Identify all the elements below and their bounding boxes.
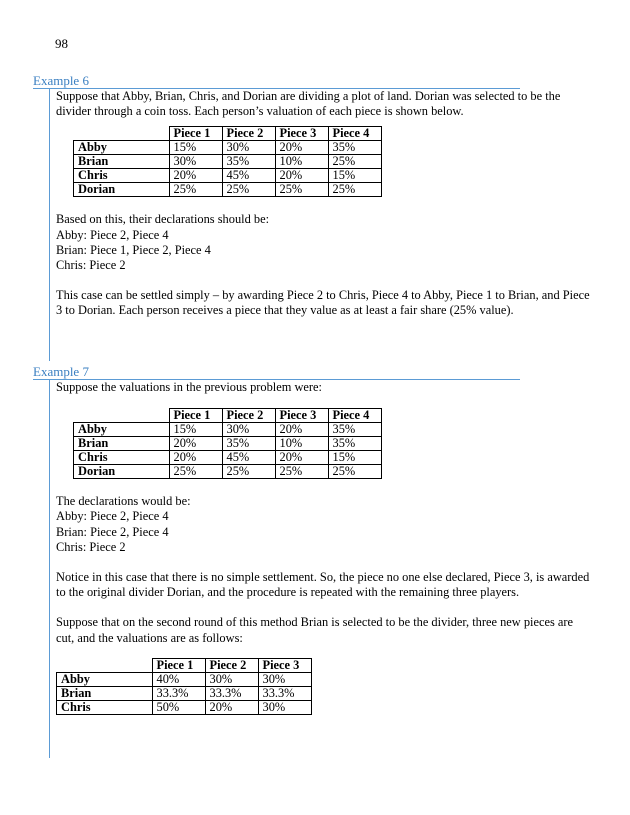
table-header-row [74,127,382,141]
table-cell: 35% [328,437,381,451]
table-cell: 30% [258,672,311,686]
table-cell: 20% [169,451,222,465]
table-header-row [74,409,382,423]
table-row [74,155,382,169]
table-header-cell: Piece 1 [152,658,205,672]
table-cell: 45% [222,169,275,183]
table-row [74,451,382,465]
example-7-intro: Suppose the valuations in the previous problem were: [56,380,322,394]
declaration-line: Brian: Piece 2, Piece 4 [56,524,169,539]
table-row [74,423,382,437]
table-cell: 25% [169,465,222,479]
table-cell: 25% [169,183,222,197]
table-header-cell: Piece 3 [275,409,328,423]
example-7-second-round: Suppose that on the second round of this method Brian is selected to be the divider, three new pieces are cut, and the valuations are as follows: [56,615,574,645]
table-cell: 15% [169,423,222,437]
table-cell: 20% [275,451,328,465]
example-7-second-table [56,658,312,715]
table-cell: 15% [328,169,381,183]
example-7-notice: Notice in this case that there is no simple settlement. So, the piece no one else declared, Piece 3, is awarded to the original divider Dorian, and the procedure is repeated with the remaining three players. [56,570,590,600]
table-header-cell: Piece 3 [258,658,311,672]
table-row [74,169,382,183]
table-row [57,700,312,714]
declaration-line: Abby: Piece 2, Piece 4 [56,227,169,242]
example-7-title: Example 7 [33,364,89,379]
table-row-head: Dorian [74,465,170,479]
table-cell: 20% [169,169,222,183]
table-cell: 25% [222,465,275,479]
table-row-head: Abby [74,423,170,437]
table-header-cell: Piece 1 [169,127,222,141]
table-cell: 35% [222,437,275,451]
table-cell: 20% [205,700,258,714]
table-row [57,672,312,686]
table-header-row [57,658,312,672]
table-cell: 45% [222,451,275,465]
table-row-head: Chris [57,700,153,714]
table-cell: 50% [152,700,205,714]
table-corner [57,658,153,672]
table-cell: 10% [275,155,328,169]
table-row [74,465,382,479]
table-cell: 30% [222,423,275,437]
table-cell: 20% [169,437,222,451]
example-7-declarations-intro: The declarations would be: [56,494,191,509]
declaration-line: Chris: Piece 2 [56,258,126,273]
table-corner [74,127,170,141]
table-cell: 40% [152,672,205,686]
table-header-cell: Piece 1 [169,409,222,423]
table-cell: 20% [275,141,328,155]
table-cell: 15% [169,141,222,155]
example-7 [33,364,593,758]
table-cell: 33.3% [258,686,311,700]
table-cell: 20% [275,169,328,183]
table-cell: 25% [222,183,275,197]
example-7-table [73,408,382,479]
example-7-body [49,380,593,758]
table-row-head: Abby [74,141,170,155]
table-row [74,437,382,451]
table-row [57,686,312,700]
example-6-body [49,89,593,361]
table-cell: 33.3% [205,686,258,700]
table-cell: 25% [275,465,328,479]
example-6-table [73,126,382,197]
table-row-head: Dorian [74,183,170,197]
table-header-cell: Piece 4 [328,127,381,141]
table-cell: 25% [328,155,381,169]
example-6-declarations-intro: Based on this, their declarations should be: [56,212,270,227]
table-cell: 30% [258,700,311,714]
example-6-conclusion: This case can be settled simply – by awarding Piece 2 to Chris, Piece 4 to Abby, Piece 1 to Brian, and Piece 3 to Dorian. Each person receives a piece that they value as at least a fair share (25% value). [56,288,590,318]
table-cell: 33.3% [152,686,205,700]
example-6 [33,73,593,361]
table-row-head: Brian [74,437,170,451]
table-cell: 35% [328,423,381,437]
table-cell: 30% [205,672,258,686]
table-cell: 30% [222,141,275,155]
table-row [74,141,382,155]
table-cell: 30% [169,155,222,169]
table-header-cell: Piece 4 [328,409,381,423]
table-header-cell: Piece 2 [222,127,275,141]
table-row-head: Abby [57,672,153,686]
example-6-intro: Suppose that Abby, Brian, Chris, and Dorian are dividing a plot of land. Dorian was selected to be the divider through a coin toss. Each person’s valuation of each piece is shown below. [56,89,561,119]
table-row-head: Chris [74,451,170,465]
table-row [74,183,382,197]
table-cell: 35% [328,141,381,155]
table-header-cell: Piece 2 [205,658,258,672]
declaration-line: Brian: Piece 1, Piece 2, Piece 4 [56,242,211,257]
table-cell: 25% [328,183,381,197]
table-cell: 35% [222,155,275,169]
page-number: 98 [55,36,68,51]
table-row-head: Chris [74,169,170,183]
table-header-cell: Piece 2 [222,409,275,423]
table-corner [74,409,170,423]
table-cell: 25% [328,465,381,479]
table-cell: 25% [275,183,328,197]
table-row-head: Brian [57,686,153,700]
declaration-line: Chris: Piece 2 [56,539,126,554]
table-cell: 20% [275,423,328,437]
table-row-head: Brian [74,155,170,169]
table-cell: 10% [275,437,328,451]
table-header-cell: Piece 3 [275,127,328,141]
table-cell: 15% [328,451,381,465]
declaration-line: Abby: Piece 2, Piece 4 [56,509,169,524]
example-6-title: Example 6 [33,73,89,88]
